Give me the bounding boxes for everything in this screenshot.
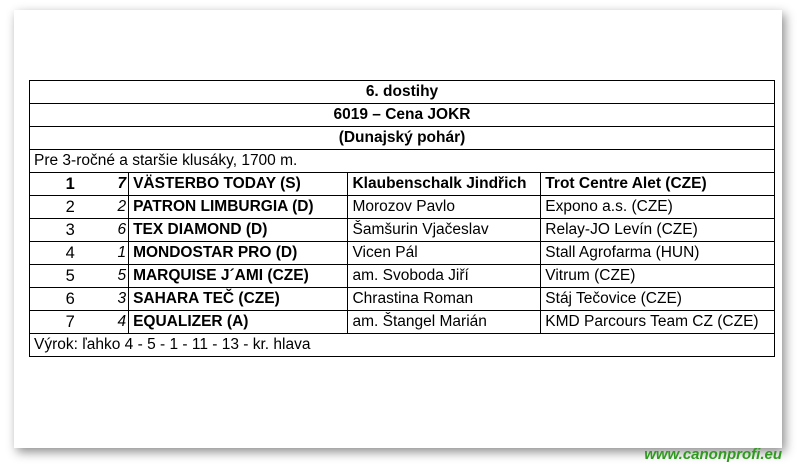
place-cell: 3 bbox=[30, 219, 111, 242]
verdict-row bbox=[30, 334, 775, 357]
owner-cell: Stall Agrofarma (HUN) bbox=[541, 242, 775, 265]
watermark-text: www.canonprofi.eu bbox=[644, 446, 782, 463]
table-row bbox=[30, 196, 775, 219]
race-title-row bbox=[30, 104, 775, 127]
table-row bbox=[30, 288, 775, 311]
horse-cell: EQUALIZER (A) bbox=[129, 311, 348, 334]
race-number: 6. dostihy bbox=[30, 81, 775, 104]
race-subtitle-row bbox=[30, 127, 775, 150]
driver-cell: Šamšurin Vjačeslav bbox=[348, 219, 541, 242]
owner-cell: Stáj Tečovice (CZE) bbox=[541, 288, 775, 311]
horse-cell: VÄSTERBO TODAY (S) bbox=[129, 173, 348, 196]
horse-cell: TEX DIAMOND (D) bbox=[129, 219, 348, 242]
start-number-cell: 3 bbox=[110, 288, 128, 311]
start-number-cell: 2 bbox=[110, 196, 128, 219]
start-number-cell: 6 bbox=[110, 219, 128, 242]
place-cell: 2 bbox=[30, 196, 111, 219]
horse-cell: PATRON LIMBURGIA (D) bbox=[129, 196, 348, 219]
place-cell: 6 bbox=[30, 288, 111, 311]
owner-cell: Trot Centre Alet (CZE) bbox=[541, 173, 775, 196]
start-number-cell: 5 bbox=[110, 265, 128, 288]
driver-cell: am. Svoboda Jiří bbox=[348, 265, 541, 288]
owner-cell: KMD Parcours Team CZ (CZE) bbox=[541, 311, 775, 334]
table-row bbox=[30, 219, 775, 242]
table-row bbox=[30, 173, 775, 196]
race-verdict: Výrok: ľahko 4 - 5 - 1 - 11 - 13 - kr. hlava bbox=[30, 334, 775, 357]
place-cell: 1 bbox=[30, 173, 111, 196]
race-title: 6019 – Cena JOKR bbox=[30, 104, 775, 127]
owner-cell: Expono a.s. (CZE) bbox=[541, 196, 775, 219]
horse-cell: MONDOSTAR PRO (D) bbox=[129, 242, 348, 265]
owner-cell: Relay-JO Levín (CZE) bbox=[541, 219, 775, 242]
driver-cell: Morozov Pavlo bbox=[348, 196, 541, 219]
driver-cell: am. Štangel Marián bbox=[348, 311, 541, 334]
results-table bbox=[29, 80, 775, 357]
start-number-cell: 1 bbox=[110, 242, 128, 265]
horse-cell: MARQUISE J´AMI (CZE) bbox=[129, 265, 348, 288]
table-row bbox=[30, 265, 775, 288]
driver-cell: Chrastina Roman bbox=[348, 288, 541, 311]
race-conditions-row bbox=[30, 150, 775, 173]
place-cell: 5 bbox=[30, 265, 111, 288]
race-conditions: Pre 3-ročné a staršie klusáky, 1700 m. bbox=[30, 150, 775, 173]
start-number-cell: 7 bbox=[110, 173, 128, 196]
horse-cell: SAHARA TEČ (CZE) bbox=[129, 288, 348, 311]
owner-cell: Vitrum (CZE) bbox=[541, 265, 775, 288]
driver-cell: Vicen Pál bbox=[348, 242, 541, 265]
place-cell: 4 bbox=[30, 242, 111, 265]
table-row bbox=[30, 311, 775, 334]
race-number-row bbox=[30, 81, 775, 104]
place-cell: 7 bbox=[30, 311, 111, 334]
table-row bbox=[30, 242, 775, 265]
driver-cell: Klaubenschalk Jindřich bbox=[348, 173, 541, 196]
race-subtitle: (Dunajský pohár) bbox=[30, 127, 775, 150]
start-number-cell: 4 bbox=[110, 311, 128, 334]
